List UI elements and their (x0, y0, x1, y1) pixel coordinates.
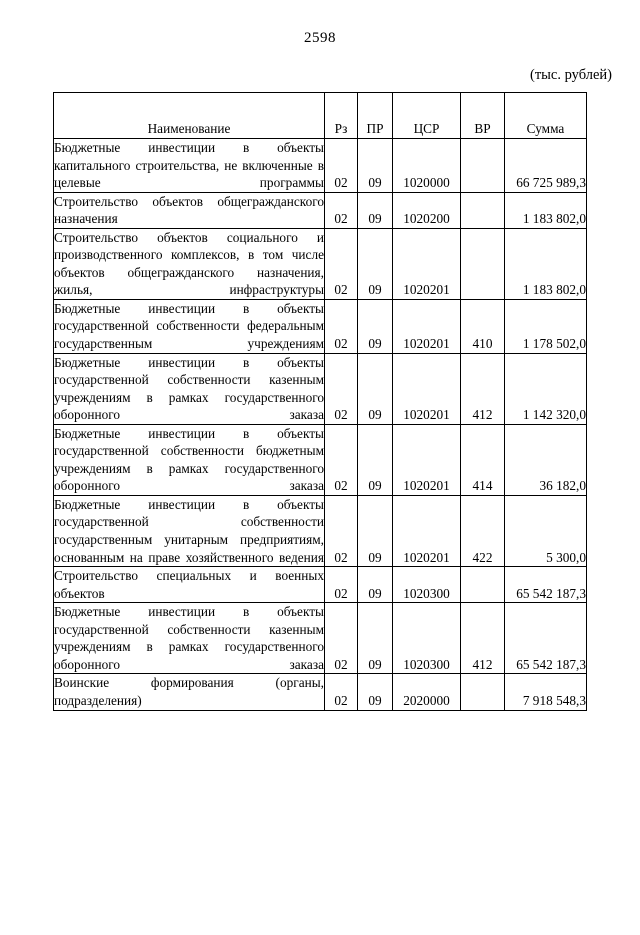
cell-rz: 02 (325, 228, 358, 299)
table-row (54, 192, 587, 228)
cell-csr: 1020201 (393, 299, 461, 353)
cell-vr: 414 (461, 424, 505, 495)
cell-vr (461, 139, 505, 193)
cell-name: Бюджетные инвестиции в объекты государственной собственности государственным унитарным предприятиям, основанным на праве хозяйственного ведения (54, 495, 325, 566)
table-row (54, 674, 587, 710)
cell-vr: 422 (461, 495, 505, 566)
cell-sum: 1 183 802,0 (505, 228, 587, 299)
cell-sum: 65 542 187,3 (505, 603, 587, 674)
cell-name: Воинские формирования (органы, подразделения) (54, 674, 325, 710)
table-row (54, 228, 587, 299)
cell-sum: 5 300,0 (505, 495, 587, 566)
column-header-rz: Рз (325, 93, 358, 139)
cell-rz: 02 (325, 424, 358, 495)
cell-name: Строительство объектов социального и производственного комплексов, в том числе объектов общегражданского назначения, жилья, инфраструктуры (54, 228, 325, 299)
cell-sum: 7 918 548,3 (505, 674, 587, 710)
cell-pr: 09 (358, 567, 393, 603)
cell-pr: 09 (358, 353, 393, 424)
cell-vr: 410 (461, 299, 505, 353)
cell-pr: 09 (358, 674, 393, 710)
table-row (54, 353, 587, 424)
cell-csr: 1020201 (393, 424, 461, 495)
cell-pr: 09 (358, 424, 393, 495)
cell-csr: 1020200 (393, 192, 461, 228)
cell-sum: 65 542 187,3 (505, 567, 587, 603)
cell-vr (461, 192, 505, 228)
column-header-pr: ПР (358, 93, 393, 139)
cell-vr: 412 (461, 603, 505, 674)
table-row (54, 603, 587, 674)
cell-csr: 1020000 (393, 139, 461, 193)
document-page (0, 30, 640, 935)
cell-pr: 09 (358, 228, 393, 299)
cell-pr: 09 (358, 192, 393, 228)
cell-name: Строительство специальных и военных объектов (54, 567, 325, 603)
cell-name: Бюджетные инвестиции в объекты государственной собственности казенным учреждениям в рамках государственного оборонного заказа (54, 603, 325, 674)
cell-sum: 1 183 802,0 (505, 192, 587, 228)
table-header-row (54, 93, 587, 139)
table-row (54, 424, 587, 495)
cell-csr: 1020201 (393, 495, 461, 566)
cell-name: Бюджетные инвестиции в объекты государственной собственности федеральным государственным учреждениям (54, 299, 325, 353)
cell-pr: 09 (358, 603, 393, 674)
table-header (54, 93, 587, 139)
cell-rz: 02 (325, 674, 358, 710)
cell-sum: 1 142 320,0 (505, 353, 587, 424)
table-row (54, 567, 587, 603)
cell-sum: 36 182,0 (505, 424, 587, 495)
column-header-csr: ЦСР (393, 93, 461, 139)
cell-sum: 1 178 502,0 (505, 299, 587, 353)
column-header-sum: Сумма (505, 93, 587, 139)
cell-pr: 09 (358, 495, 393, 566)
cell-rz: 02 (325, 567, 358, 603)
column-header-vr: ВР (461, 93, 505, 139)
cell-csr: 1020300 (393, 567, 461, 603)
page-number: 2598 (304, 30, 336, 46)
table-row (54, 139, 587, 193)
cell-rz: 02 (325, 299, 358, 353)
cell-vr (461, 228, 505, 299)
budget-table (53, 92, 587, 711)
table-row (54, 299, 587, 353)
cell-pr: 09 (358, 139, 393, 193)
cell-rz: 02 (325, 192, 358, 228)
column-header-name: Наименование (54, 93, 325, 139)
table-body (54, 139, 587, 711)
table-row (54, 495, 587, 566)
cell-name: Бюджетные инвестиции в объекты государственной собственности бюджетным учреждениям в рамках государственного оборонного заказа (54, 424, 325, 495)
cell-name: Бюджетные инвестиции в объекты капитального строительства, не включенные в целевые программы (54, 139, 325, 193)
cell-rz: 02 (325, 495, 358, 566)
cell-csr: 2020000 (393, 674, 461, 710)
cell-rz: 02 (325, 353, 358, 424)
cell-vr: 412 (461, 353, 505, 424)
cell-pr: 09 (358, 299, 393, 353)
cell-rz: 02 (325, 603, 358, 674)
cell-csr: 1020300 (393, 603, 461, 674)
cell-csr: 1020201 (393, 228, 461, 299)
cell-vr (461, 674, 505, 710)
cell-name: Строительство объектов общегражданского назначения (54, 192, 325, 228)
cell-csr: 1020201 (393, 353, 461, 424)
cell-vr (461, 567, 505, 603)
cell-rz: 02 (325, 139, 358, 193)
cell-name: Бюджетные инвестиции в объекты государственной собственности казенным учреждениям в рамках государственного оборонного заказа (54, 353, 325, 424)
cell-sum: 66 725 989,3 (505, 139, 587, 193)
units-note: (тыс. рублей) (530, 67, 612, 83)
